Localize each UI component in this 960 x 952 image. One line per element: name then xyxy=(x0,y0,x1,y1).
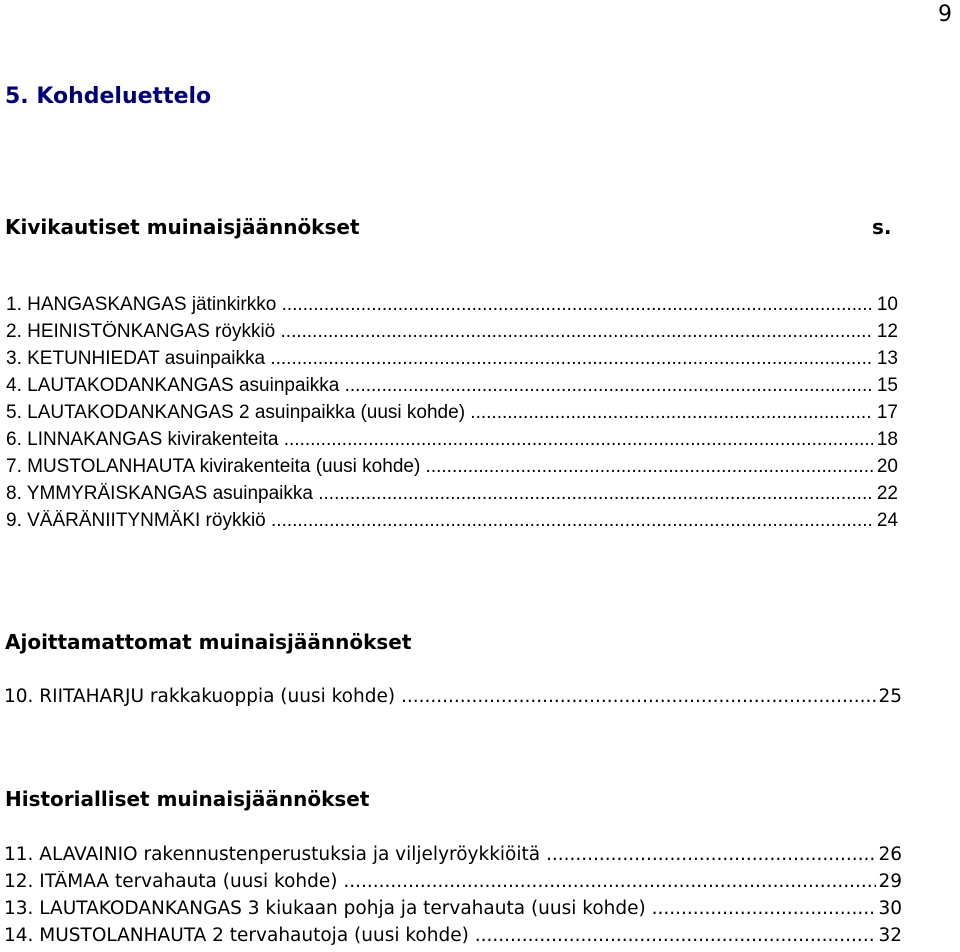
toc-entry-label: 6. LINNAKANGAS kivirakenteita ..... xyxy=(6,429,873,451)
toc-entry-label: 9. VÄÄRÄNIITYNMÄKI röykkiö ..... xyxy=(6,510,873,532)
toc-entry-label: 5. LAUTAKODANKANGAS 2 asuinpaikka (uusi kohde) ..... xyxy=(6,402,873,424)
toc-entry-page: 24 xyxy=(876,510,898,531)
toc-entry-label: 11. ALAVAINIO rakennustenperustuksia ja viljelyröykkiöitä ..... xyxy=(4,844,876,865)
toc-entry-page: 26 xyxy=(878,844,902,865)
toc-entry[interactable] xyxy=(6,510,898,536)
toc-entry-page: 12 xyxy=(876,321,898,342)
toc-entry-page: 13 xyxy=(876,348,898,369)
toc-entry-page: 20 xyxy=(876,456,898,477)
toc-entry-page: 29 xyxy=(878,871,902,892)
toc-entry-label: 10. RIITAHARJU rakkakuoppia (uusi kohde) ..... xyxy=(4,686,876,707)
toc-entry-label: 2. HEINISTÖNKANGAS röykkiö ..... xyxy=(6,321,873,343)
toc-entry-label: 4. LAUTAKODANKANGAS asuinpaikka ..... xyxy=(6,375,873,397)
toc-entry-label: 7. MUSTOLANHAUTA kivirakenteita (uusi kohde) ..... xyxy=(6,456,873,478)
toc-entry-label: 14. MUSTOLANHAUTA 2 tervahautoja (uusi kohde) ..... xyxy=(4,925,876,946)
page-column-label: s. xyxy=(872,215,892,239)
toc-entry[interactable] xyxy=(6,483,898,509)
toc-entry[interactable] xyxy=(6,456,898,482)
toc-entry-label: 8. YMMYRÄISKANGAS asuinpaikka ..... xyxy=(6,483,873,505)
toc-entry-page: 10 xyxy=(876,294,898,315)
toc-entry-page: 32 xyxy=(878,925,902,946)
toc-entry[interactable] xyxy=(4,898,902,924)
toc-entry-page: 18 xyxy=(876,429,898,450)
section-title-undated: Ajoittamattomat muinaisjäännökset xyxy=(5,630,412,654)
toc-entry[interactable] xyxy=(6,294,898,320)
toc-entry-page: 22 xyxy=(876,483,898,504)
page-number: 9 xyxy=(938,2,952,27)
toc-entry-label: 1. HANGASKANGAS jätinkirkko ..... xyxy=(6,294,873,316)
toc-entry[interactable] xyxy=(6,429,898,455)
toc-entry[interactable] xyxy=(6,321,898,347)
section-title-stone-age: Kivikautiset muinaisjäännökset xyxy=(5,215,360,239)
toc-entry[interactable] xyxy=(4,844,902,870)
toc-entry-page: 30 xyxy=(878,898,902,919)
toc-entry-label: 13. LAUTAKODANKANGAS 3 kiukaan pohja ja tervahauta (uusi kohde) ..... xyxy=(4,898,876,919)
section-title-historical: Historialliset muinaisjäännökset xyxy=(5,787,370,811)
toc-entry-page: 17 xyxy=(876,402,898,423)
toc-entry[interactable] xyxy=(4,925,902,951)
toc-entry[interactable] xyxy=(6,375,898,401)
toc-entry[interactable] xyxy=(4,871,902,897)
toc-entry-page: 15 xyxy=(876,375,898,396)
toc-entry[interactable] xyxy=(4,686,902,712)
toc-entry-label: 12. ITÄMAA tervahauta (uusi kohde) ..... xyxy=(4,871,876,892)
toc-entry[interactable] xyxy=(6,402,898,428)
toc-entry-label: 3. KETUNHIEDAT asuinpaikka ..... xyxy=(6,348,873,370)
page-heading: 5. Kohdeluettelo xyxy=(5,84,212,109)
toc-entry-page: 25 xyxy=(878,686,902,707)
toc-entry[interactable] xyxy=(6,348,898,374)
